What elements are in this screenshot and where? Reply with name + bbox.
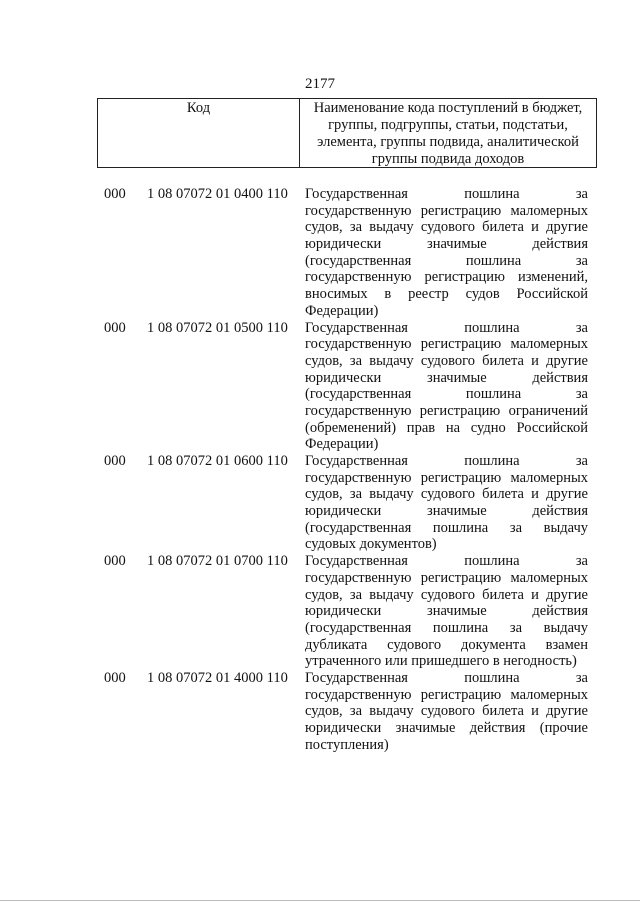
description-line: Государственная пошлина за bbox=[305, 319, 588, 336]
description-line: юридически значимые действия bbox=[305, 236, 588, 253]
description-line: дубликата судового документа взамен bbox=[305, 636, 588, 653]
description-line: юридически значимые действия bbox=[305, 369, 588, 386]
revenue-description bbox=[305, 453, 588, 553]
description-line: судов, за выдачу судового билета и другие bbox=[305, 352, 588, 369]
table-row bbox=[0, 320, 640, 454]
description-line: государственную регистрацию изменений, bbox=[305, 269, 588, 286]
description-line: Государственная пошлина за bbox=[305, 553, 588, 570]
description-line: (государственная пошлина за выдачу bbox=[305, 519, 588, 536]
revenue-code: 1 08 07072 01 0700 110 bbox=[147, 553, 288, 570]
description-line: Государственная пошлина за bbox=[305, 453, 588, 469]
page-number: 2177 bbox=[305, 76, 335, 92]
admin-code: 000 bbox=[104, 553, 126, 570]
description-line: судов, за выдачу судового билета и другие bbox=[305, 219, 588, 236]
admin-code: 000 bbox=[104, 669, 126, 686]
revenue-description bbox=[305, 320, 588, 454]
description-line: Федерации) bbox=[305, 302, 379, 319]
revenue-code: 1 08 07072 01 0600 110 bbox=[147, 453, 288, 469]
description-line: (государственная пошлина за bbox=[305, 386, 588, 403]
description-line: судовых документов) bbox=[305, 536, 437, 553]
description-line: судов, за выдачу судового билета и другие bbox=[305, 486, 588, 503]
description-line: государственную регистрацию маломерных bbox=[305, 336, 588, 353]
revenue-code-list bbox=[0, 186, 640, 753]
header-name-line: Наименование кода поступлений в бюджет, bbox=[313, 100, 583, 116]
header-name-line: группы, подгруппы, статьи, подстатьи, bbox=[328, 117, 568, 133]
table-row bbox=[0, 186, 640, 320]
description-line: государственную регистрацию маломерных bbox=[305, 469, 588, 486]
description-line: государственную регистрацию маломерных bbox=[305, 569, 588, 586]
description-line: юридически значимые действия bbox=[305, 503, 588, 520]
revenue-code: 1 08 07072 01 4000 110 bbox=[147, 669, 288, 686]
revenue-description bbox=[305, 553, 588, 670]
revenue-description bbox=[305, 670, 588, 753]
header-name-line: элемента, группы подвида, аналитической bbox=[317, 134, 579, 150]
description-line: судов, за выдачу судового билета и другие bbox=[305, 703, 588, 720]
admin-code: 000 bbox=[104, 186, 126, 202]
table-row bbox=[0, 453, 640, 553]
admin-code: 000 bbox=[104, 319, 126, 336]
header-name-column bbox=[300, 99, 596, 167]
description-line: вносимых в реестр судов Российской bbox=[305, 286, 588, 303]
description-line: государственную регистрацию ограничений bbox=[305, 402, 588, 419]
description-line: государственную регистрацию маломерных bbox=[305, 686, 588, 703]
header-code-column: Код bbox=[98, 99, 300, 167]
description-line: юридически значимые действия bbox=[305, 603, 588, 620]
revenue-code: 1 08 07072 01 0400 110 bbox=[147, 186, 288, 202]
description-line: юридически значимые действия (прочие bbox=[305, 720, 588, 736]
description-line: (государственная пошлина за bbox=[305, 252, 588, 269]
page-bottom-edge bbox=[0, 900, 640, 905]
description-line: Федерации) bbox=[305, 436, 379, 453]
revenue-code: 1 08 07072 01 0500 110 bbox=[147, 319, 288, 336]
description-line: государственную регистрацию маломерных bbox=[305, 202, 588, 219]
description-line: поступления) bbox=[305, 736, 389, 753]
table-row bbox=[0, 553, 640, 670]
description-line: (государственная пошлина за выдачу bbox=[305, 619, 588, 636]
description-line: Государственная пошлина за bbox=[305, 669, 588, 686]
revenue-description bbox=[305, 186, 588, 320]
description-line: судов, за выдачу судового билета и другие bbox=[305, 586, 588, 603]
description-line: утраченного или пришедшего в негодность) bbox=[305, 653, 577, 670]
description-line: Государственная пошлина за bbox=[305, 186, 588, 202]
description-line: (обременений) прав на судно Российской bbox=[305, 419, 588, 436]
table-row bbox=[0, 670, 640, 753]
header-name-line: группы подвида доходов bbox=[371, 151, 525, 167]
admin-code: 000 bbox=[104, 453, 126, 469]
table-header bbox=[97, 98, 597, 168]
